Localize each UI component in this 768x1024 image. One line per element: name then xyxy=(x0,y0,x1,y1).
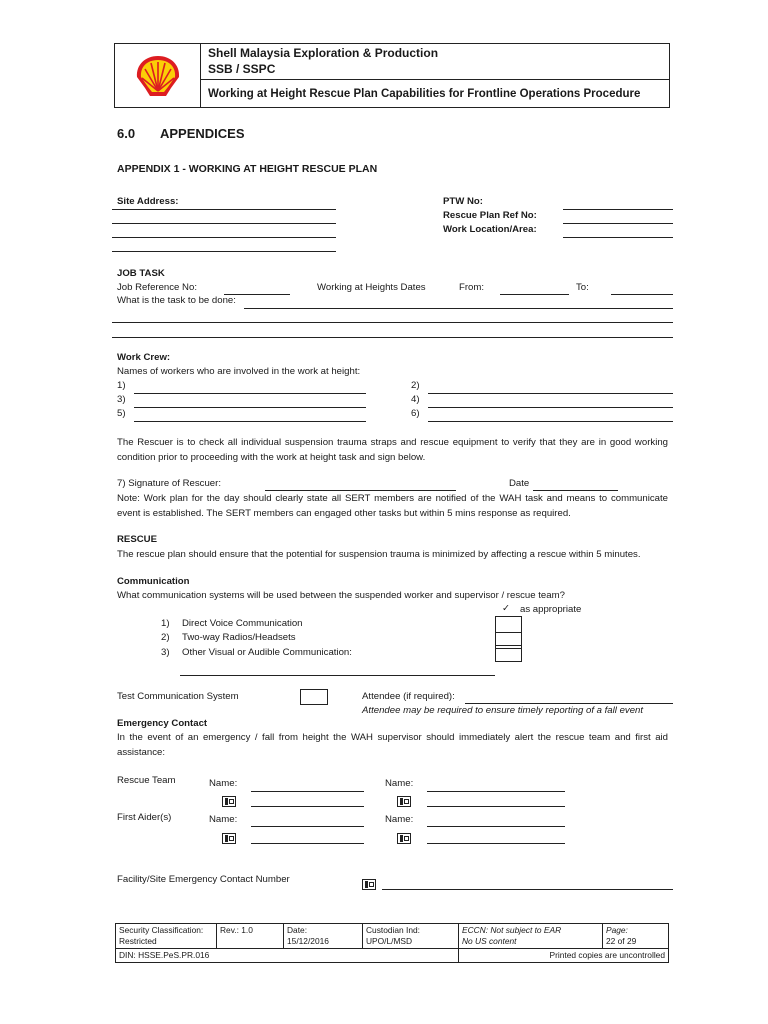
comm-option-3-label: Other Visual or Audible Communication: xyxy=(182,647,352,658)
security-value: Restricted xyxy=(119,936,157,946)
to-label: To: xyxy=(576,282,589,293)
rescue-plan-ref-input[interactable] xyxy=(563,223,673,224)
work-location-label: Work Location/Area: xyxy=(443,224,537,235)
task-line-3[interactable] xyxy=(112,337,673,338)
facility-contact-label: Facility/Site Emergency Contact Number xyxy=(117,874,290,885)
crew-input-3[interactable] xyxy=(134,407,366,408)
first-aider-phone-1-input[interactable] xyxy=(251,843,364,844)
phone-icon xyxy=(222,796,236,807)
comm-checkbox-1[interactable] xyxy=(495,616,522,633)
test-communication-label: Test Communication System xyxy=(117,691,239,702)
rescue-plan-ref-label: Rescue Plan Ref No: xyxy=(443,210,537,221)
footer-row-2 xyxy=(116,949,669,963)
eccn-cell xyxy=(459,924,603,949)
section-title: APPENDICES xyxy=(160,126,245,141)
facility-contact-input[interactable] xyxy=(382,889,673,890)
attendee-input[interactable] xyxy=(465,703,673,704)
page-value: 22 of 29 xyxy=(606,936,637,946)
rescue-team-phone-1-input[interactable] xyxy=(251,806,364,807)
comm-option-1-label: Direct Voice Communication xyxy=(182,618,303,629)
security-cell xyxy=(116,924,217,949)
first-aider-name-2-input[interactable] xyxy=(427,826,565,827)
from-input[interactable] xyxy=(500,294,569,295)
site-address-line-1[interactable] xyxy=(112,209,336,210)
communication-question: What communication systems will be used between the suspended worker and supervisor / rescue team? xyxy=(117,590,565,601)
crew-slot-1: 1) xyxy=(117,380,126,391)
task-line-2[interactable] xyxy=(112,322,673,323)
din-cell xyxy=(116,949,459,963)
comm-checkbox-3[interactable] xyxy=(495,645,522,662)
crew-input-1[interactable] xyxy=(134,393,366,394)
to-input[interactable] xyxy=(611,294,673,295)
security-label: Security Classification: xyxy=(119,925,204,935)
shell-logo xyxy=(133,53,183,99)
other-communication-input[interactable] xyxy=(180,675,495,676)
crew-input-4[interactable] xyxy=(428,407,673,408)
rescue-team-name-1-label: Name: xyxy=(209,778,238,789)
section-number: 6.0 xyxy=(117,126,136,141)
ptw-input[interactable] xyxy=(563,209,673,210)
check-note: as appropriate xyxy=(520,604,582,615)
site-address-line-2[interactable] xyxy=(112,223,336,224)
date-label: Date: xyxy=(287,925,308,935)
custodian-label: Custodian Ind: xyxy=(366,925,421,935)
test-communication-checkbox[interactable] xyxy=(300,689,328,705)
signature-label: 7) Signature of Rescuer: xyxy=(117,478,221,489)
work-location-input[interactable] xyxy=(563,237,673,238)
job-ref-label: Job Reference No: xyxy=(117,282,197,293)
rev-label: Rev.: 1.0 xyxy=(220,925,253,935)
date-value: 15/12/2016 xyxy=(287,936,329,946)
work-crew-title: Work Crew: xyxy=(117,352,171,363)
communication-title: Communication xyxy=(117,576,190,587)
page-cell xyxy=(603,924,669,949)
header-doc-title: Working at Height Rescue Plan Capabilities for Frontline Operations Procedure xyxy=(208,88,641,100)
phone-icon xyxy=(397,796,411,807)
comm-option-2-num: 2) xyxy=(161,632,170,643)
work-crew-names-label: Names of workers who are involved in the work at height: xyxy=(117,366,361,377)
rescuer-text: The Rescuer is to check all individual suspension trauma straps and rescue equipment to verify that they are in good working condition prior to proceeding with the work at height task and sign below. xyxy=(117,437,668,463)
rescue-team-name-1-input[interactable] xyxy=(251,791,364,792)
ptw-label: PTW No: xyxy=(443,196,483,207)
emergency-text: In the event of an emergency / fall from height the WAH supervisor should immediately alert the rescue team and first aid assistance: xyxy=(117,732,668,758)
crew-slot-4: 4) xyxy=(411,394,420,405)
attendee-label: Attendee (if required): xyxy=(362,691,455,702)
rescuer-note: Note: Work plan for the day should clearly state all SERT members are notified of the WAH task and means to communicate event is established. The SERT members can engaged other tasks but within 5 mins response as required. xyxy=(117,493,668,519)
header-divider xyxy=(200,79,670,80)
job-task-title: JOB TASK xyxy=(117,268,165,279)
footer-row-1 xyxy=(116,924,669,949)
custodian-cell xyxy=(363,924,459,949)
eccn-label: ECCN: Not subject to EAR xyxy=(462,925,562,935)
din: DIN: HSSE.PeS.PR.016 xyxy=(119,950,210,960)
signature-date-label: Date xyxy=(509,478,530,489)
comm-option-3-num: 3) xyxy=(161,647,170,658)
footer-table xyxy=(115,923,669,963)
crew-input-2[interactable] xyxy=(428,393,673,394)
crew-input-6[interactable] xyxy=(428,421,673,422)
comm-option-1-num: 1) xyxy=(161,618,170,629)
appendix-title: APPENDIX 1 - WORKING AT HEIGHT RESCUE PLAN xyxy=(117,163,378,175)
rescue-team-name-2-label: Name: xyxy=(385,778,414,789)
comm-option-2-label: Two-way Radios/Headsets xyxy=(182,632,296,643)
rescue-title: RESCUE xyxy=(117,534,157,545)
first-aider-phone-2-input[interactable] xyxy=(427,843,565,844)
check-mark-icon: ✓ xyxy=(502,603,511,614)
rescue-team-name-2-input[interactable] xyxy=(427,791,565,792)
task-label: What is the task to be done: xyxy=(117,295,236,306)
attendee-note: Attendee may be required to ensure timely reporting of a fall event xyxy=(362,705,644,716)
rescue-team-label: Rescue Team xyxy=(117,775,176,786)
phone-icon xyxy=(362,879,376,890)
wah-dates-label: Working at Heights Dates xyxy=(317,282,426,293)
logo-cell-divider xyxy=(200,43,201,108)
rescue-team-phone-2-input[interactable] xyxy=(427,806,565,807)
header-company: Shell Malaysia Exploration & Production xyxy=(208,46,439,60)
printed-note: Printed copies are uncontrolled xyxy=(549,950,665,960)
task-line-1[interactable] xyxy=(244,308,673,309)
site-address-line-3[interactable] xyxy=(112,237,336,238)
custodian-value: UPO/L/MSD xyxy=(366,936,413,946)
first-aider-name-1-label: Name: xyxy=(209,814,238,825)
first-aider-name-2-label: Name: xyxy=(385,814,414,825)
site-address-line-4[interactable] xyxy=(112,251,336,252)
phone-icon xyxy=(222,833,236,844)
crew-input-5[interactable] xyxy=(134,421,366,422)
page-label: Page: xyxy=(606,925,628,935)
header-unit: SSB / SSPC xyxy=(208,62,276,76)
site-address-label: Site Address: xyxy=(117,196,179,207)
emergency-title: Emergency Contact xyxy=(117,718,208,729)
rev-cell xyxy=(217,924,284,949)
from-label: From: xyxy=(459,282,485,293)
crew-slot-6: 6) xyxy=(411,408,420,419)
rescue-text: The rescue plan should ensure that the potential for suspension trauma is minimized by affecting a rescue within 5 minutes. xyxy=(117,549,641,560)
first-aider-label: First Aider(s) xyxy=(117,812,172,823)
printed-note-cell xyxy=(459,949,669,963)
phone-icon xyxy=(397,833,411,844)
date-cell xyxy=(284,924,363,949)
crew-slot-2: 2) xyxy=(411,380,420,391)
first-aider-name-1-input[interactable] xyxy=(251,826,364,827)
crew-slot-3: 3) xyxy=(117,394,126,405)
eccn-value: No US content xyxy=(462,936,517,946)
crew-slot-5: 5) xyxy=(117,408,126,419)
